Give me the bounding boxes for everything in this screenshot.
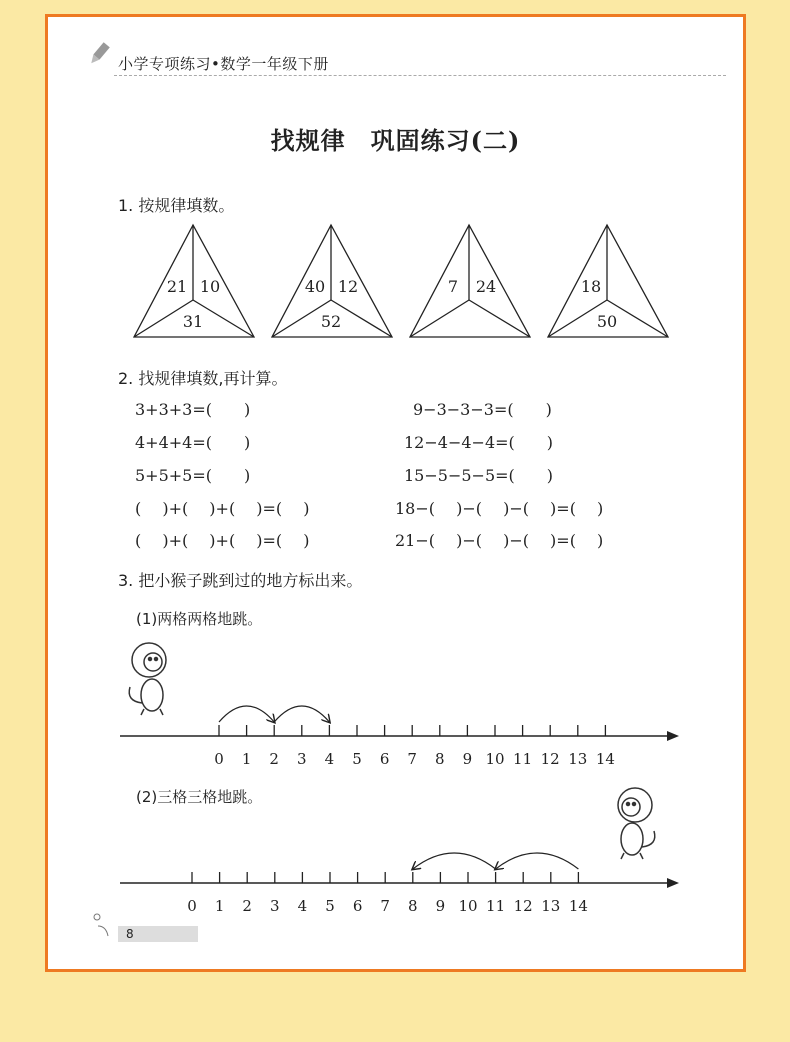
left-expr-1: 3+3+3=( ) [135, 400, 251, 419]
question-2-label: 2. 找规律填数,再计算。 [118, 369, 288, 388]
tick-label: 5 [325, 897, 335, 915]
triangle-3 [410, 225, 530, 337]
number-lines [48, 617, 743, 917]
tick-label: 14 [595, 750, 615, 768]
triangle-1-right-value: 10 [199, 277, 221, 296]
part-2-label: (2)三格三格地跳。 [136, 788, 263, 806]
tick-label: 4 [324, 750, 335, 768]
tick-label: 4 [297, 897, 308, 915]
worksheet-page [45, 14, 746, 972]
jump-arc [413, 853, 496, 869]
jump-arc [274, 706, 329, 722]
tick-label: 0 [187, 897, 197, 915]
monkey-1-icon [129, 643, 166, 715]
axis-arrow-icon [667, 731, 679, 741]
triangle-4-bottom-value: 50 [596, 312, 618, 331]
triangles-group [133, 222, 683, 342]
tick-label: 13 [568, 750, 588, 768]
tick-label: 6 [379, 750, 390, 768]
tick-label: 14 [568, 897, 588, 915]
left-expr-2: 4+4+4=( ) [135, 433, 251, 452]
right-expr-5: 21−( )−( )−( )=( ) [395, 531, 604, 550]
tick-label: 2 [269, 750, 279, 768]
tick-label: 11 [486, 897, 506, 915]
triangle-4 [548, 225, 668, 337]
left-expr-4: ( )+( )+( )=( ) [135, 499, 310, 518]
tick-label: 10 [458, 897, 478, 915]
tick-label: 1 [241, 750, 252, 768]
triangle-4-left-value: 18 [580, 277, 602, 296]
monkey-2-icon [618, 788, 655, 859]
tick-label: 8 [408, 897, 418, 915]
tick-label: 13 [541, 897, 561, 915]
left-expr-5: ( )+( )+( )=( ) [135, 531, 310, 550]
header-title: 小学专项练习•数学一年级下册 [118, 55, 329, 73]
tick-label: 6 [352, 897, 363, 915]
tick-label: 0 [214, 750, 224, 768]
triangle-1-bottom-value: 31 [182, 312, 204, 331]
right-expr-3: 15−5−5−5=( ) [404, 466, 554, 485]
triangle-3-left-value: 7 [447, 277, 459, 296]
left-expr-3: 5+5+5=( ) [135, 466, 251, 485]
jump-arc [219, 706, 274, 722]
right-expr-4: 18−( )−( )−( )=( ) [395, 499, 604, 518]
right-expr-1: 9−3−3−3=( ) [413, 400, 552, 419]
tick-label: 1 [214, 897, 225, 915]
tick-label: 8 [435, 750, 445, 768]
right-expr-2: 12−4−4−4=( ) [404, 433, 554, 452]
tick-label: 7 [380, 897, 390, 915]
axis-arrow-icon [667, 878, 679, 888]
triangle-2-right-value: 12 [337, 277, 359, 296]
page-number: 8 [118, 926, 198, 942]
triangle-1-left-value: 21 [166, 277, 188, 296]
jump-arc [496, 853, 579, 869]
part-1-label: (1)两格两格地跳。 [136, 610, 263, 628]
tick-label: 3 [270, 897, 280, 915]
triangle-2-bottom-value: 52 [320, 312, 342, 331]
tick-label: 12 [513, 897, 533, 915]
triangle-2-left-value: 40 [304, 277, 326, 296]
tick-label: 11 [513, 750, 533, 768]
page-title: 找规律 巩固练习(二) [270, 126, 521, 155]
tick-label: 7 [407, 750, 417, 768]
pencil-icon [86, 41, 112, 67]
header-divider [114, 75, 726, 76]
tick-label: 5 [352, 750, 362, 768]
tick-label: 2 [242, 897, 252, 915]
question-3-label: 3. 把小猴子跳到过的地方标出来。 [118, 571, 363, 590]
tick-label: 10 [485, 750, 505, 768]
tick-label: 3 [297, 750, 307, 768]
tick-label: 9 [462, 750, 473, 768]
triangle-2 [272, 225, 392, 337]
triangle-3-right-value: 24 [475, 277, 497, 296]
tick-label: 9 [435, 897, 446, 915]
tick-label: 12 [540, 750, 560, 768]
triangle-1 [134, 225, 254, 337]
question-1-label: 1. 按规律填数。 [118, 196, 235, 215]
swirl-icon [92, 912, 116, 938]
